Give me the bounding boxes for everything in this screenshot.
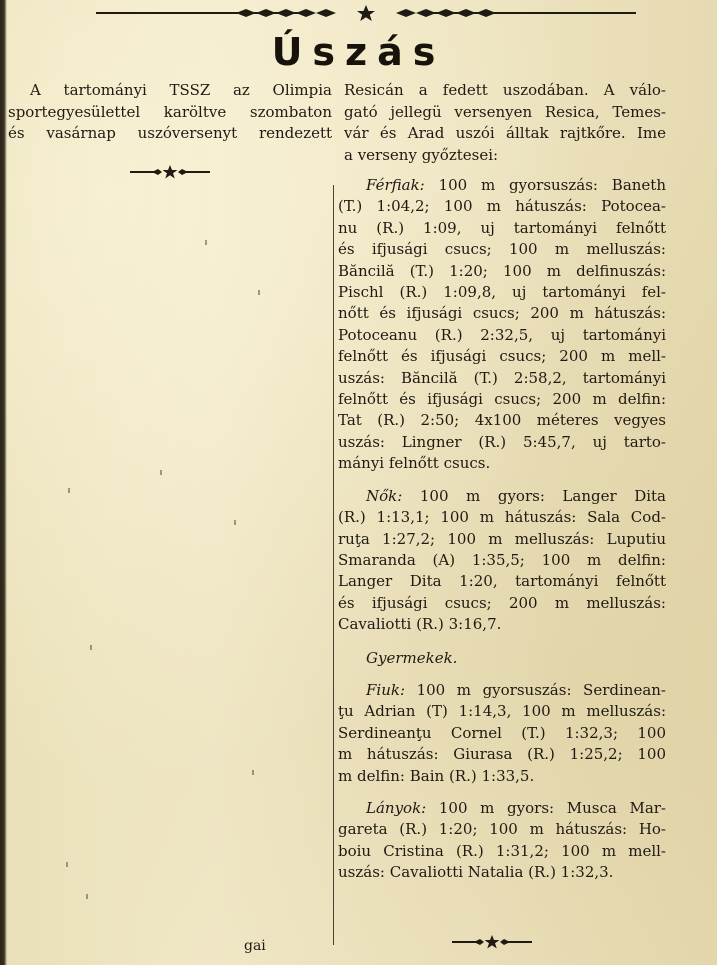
result-line: felnőtt és ifjusági csucs; 200 m mell- bbox=[338, 347, 666, 366]
result-line: Langer Dita 1:20, tartományi felnőtt bbox=[338, 572, 666, 591]
result-line: nu (R.) 1:09, uj tartományi felnőtt bbox=[338, 218, 666, 237]
column-divider bbox=[333, 185, 334, 945]
result-line: Serdineanţu Cornel (T.) 1:32,3; 100 bbox=[338, 723, 666, 742]
result-line: Potoceanu (R.) 2:32,5, uj tartományi bbox=[338, 325, 666, 344]
result-line: és ifjusági csucs; 100 m melluszás: bbox=[338, 240, 666, 259]
result-line: és ifjusági csucs; 200 m melluszás: bbox=[338, 593, 666, 612]
intro-left-line: sportegyesülettel karöltve szombaton bbox=[8, 102, 332, 121]
result-line: uszás: Băncilă (T.) 2:58,2, tartományi bbox=[338, 368, 666, 387]
intro-right-line: vár és Arad uszói álltak rajtkőre. Ime bbox=[344, 124, 666, 142]
print-speck bbox=[68, 488, 70, 493]
result-line: m delfin: Bain (R.) 1:33,5. bbox=[338, 766, 535, 785]
women-label: Nők: bbox=[366, 486, 403, 505]
result-line: uszás: Cavaliotti Natalia (R.) 1:32,3. bbox=[338, 863, 614, 882]
result-line: felnőtt és ifjusági csucs; 200 m delfin: bbox=[338, 390, 666, 409]
girls-results: Lányok: 100 m gyors: Musca Mar- gareta (R.) 1:20; 100 m hátuszás: Ho- boiu Cristina (R.) 1:31,2; 100 m mell- uszás: Cavaliotti Natalia (R.) 1:32,3. bbox=[338, 798, 666, 884]
intro-right-line: Resicán a fedett uszodában. A válo- bbox=[344, 81, 666, 99]
intro-left-line: és vasárnap uszóversenyt rendezett bbox=[8, 124, 332, 142]
result-line: Smaranda (A) 1:35,5; 100 m delfin: bbox=[338, 550, 666, 569]
result-line: ţu Adrian (T) 1:14,3, 100 m melluszás: bbox=[338, 702, 666, 721]
print-speck bbox=[90, 645, 92, 650]
article-title: Úszás bbox=[271, 30, 446, 74]
intro-left-column bbox=[8, 80, 332, 145]
page-edge-shadow bbox=[0, 0, 7, 965]
result-line: ruţa 1:27,2; 100 m melluszás: Luputiu bbox=[338, 529, 666, 548]
result-line: m hátuszás: Giurasa (R.) 1:25,2; 100 bbox=[338, 745, 666, 764]
result-line: gareta (R.) 1:20; 100 m hátuszás: Ho- bbox=[338, 820, 666, 839]
result-line: nőtt és ifjusági csucs; 200 m hátuszás: bbox=[338, 304, 666, 323]
end-ornament bbox=[452, 935, 532, 949]
men-label: Férfiak: bbox=[366, 176, 425, 194]
top-ornament-rule bbox=[96, 4, 636, 22]
print-speck bbox=[258, 290, 260, 295]
result-line: mányi felnőtt csucs. bbox=[338, 454, 491, 473]
section-ornament-left bbox=[130, 165, 210, 179]
intro-right-column bbox=[344, 80, 666, 166]
print-speck bbox=[160, 470, 162, 475]
star-icon bbox=[485, 935, 500, 949]
women-results: Nők: 100 m gyors: Langer Dita (R.) 1:13,1; 100 m hátuszás: Sala Cod- ruţa 1:27,2; 100 m melluszás: Luputiu Smaranda (A) 1:35,5; 100 m delfin: Langer Dita 1:20, tartományi felnőtt és ifjusági csucs; 200 m melluszás: Cavaliotti (R.) 3:16,7. bbox=[338, 486, 666, 636]
result-line: (R.) 1:13,1; 100 m hátuszás: Sala Cod- bbox=[338, 508, 666, 527]
author-signature: gai bbox=[244, 938, 266, 954]
boys-label: Fiuk: bbox=[366, 680, 406, 699]
results-column bbox=[338, 175, 666, 884]
result-line: uszás: Lingner (R.) 5:45,7, uj tarto- bbox=[338, 432, 666, 451]
print-speck bbox=[205, 240, 207, 245]
star-icon bbox=[163, 165, 178, 179]
print-speck bbox=[234, 520, 236, 525]
children-heading: Gyermekek. bbox=[366, 648, 458, 667]
star-icon bbox=[357, 5, 375, 21]
result-line: (T.) 1:04,2; 100 m hátuszás: Potocea- bbox=[338, 197, 666, 216]
intro-left-line: A tartományi TSSZ az Olimpia bbox=[30, 81, 332, 99]
result-line: Pischl (R.) 1:09,8, uj tartományi fel- bbox=[338, 283, 666, 302]
men-results: Férfiak: 100 m gyorsuszás: Baneth (T.) 1:04,2; 100 m hátuszás: Potocea- nu (R.) 1:09, uj tartományi felnőtt és ifjusági csucs; 100 m melluszás: Băncilă (T.) 1:20; 100 m delfinuszás: Pischl (R.) 1:09,8, uj tartományi fel- nőtt és ifjusági csucs; 200 m hátuszás: Potoceanu (R.) 2:32,5, uj tartományi felnőtt és ifjusági csucs; 200 m mell- uszás: Băncilă (T.) 2:58,2, tartományi felnőtt és ifjusági csucs; 200 m delfin: Tat (R.) 2:50; 4x100 méteres vegyes uszás: Lingner (R.) 5:45,7, uj tarto- mányi felnőtt csucs. bbox=[338, 175, 666, 475]
result-line: Băncilă (T.) 1:20; 100 m delfinuszás: bbox=[338, 261, 666, 280]
print-speck bbox=[66, 862, 68, 867]
boys-results: Fiuk: 100 m gyorsuszás: Serdinean- ţu Adrian (T) 1:14,3, 100 m melluszás: Serdineanţu Cornel (T.) 1:32,3; 100 m hátuszás: Giurasa (R.) 1:25,2; 100 m delfin: Bain (R.) 1:33,5. bbox=[338, 680, 666, 787]
print-speck bbox=[86, 894, 88, 899]
intro-right-line: a verseny győztesei: bbox=[344, 145, 499, 164]
print-speck bbox=[252, 770, 254, 775]
result-line: Tat (R.) 2:50; 4x100 méteres vegyes bbox=[338, 411, 666, 430]
result-line: boiu Cristina (R.) 1:31,2; 100 m mell- bbox=[338, 841, 666, 860]
intro-right-line: gató jellegü versenyen Resica, Temes- bbox=[344, 102, 666, 121]
girls-label: Lányok: bbox=[366, 798, 427, 817]
result-line: Cavaliotti (R.) 3:16,7. bbox=[338, 615, 502, 634]
